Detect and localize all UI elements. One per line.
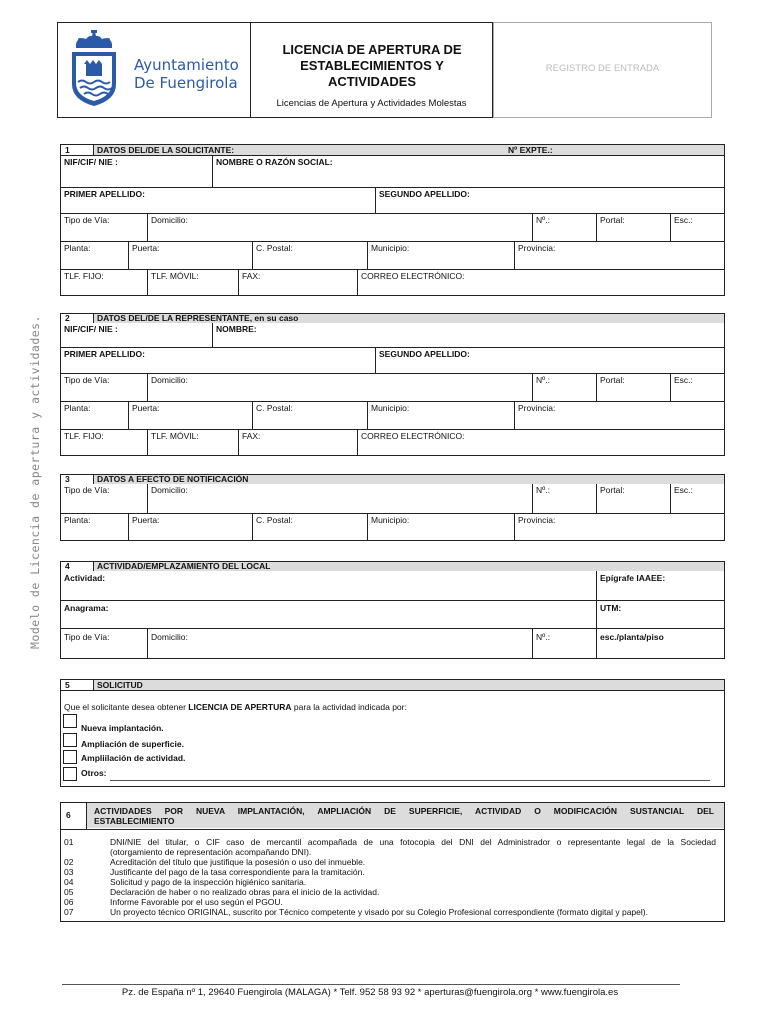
rep-domicilio-label: Domicilio: [151,375,188,385]
checkbox-ampliacion-actividad[interactable] [63,750,77,764]
checkbox-otros[interactable] [63,767,77,781]
act-tipo-via-label: Tipo de Vía: [64,632,110,642]
fuengirola-logo [68,30,120,108]
checkbox-ampliacion-superficie[interactable] [63,733,77,747]
doc-item-06-number: 06 [64,897,74,907]
rep-puerta-label: Puerta: [132,403,160,413]
doc-item-01-number: 01 [64,837,74,847]
section-6-title-line1: ACTIVIDADES POR NUEVA IMPLANTACIÓN, AMPLIACIÓN DE SUPERFICIE, ACTIVIDAD O MODIFICACIÓN SUSTANCIAL DEL [94,806,714,816]
solicitud-intro-bold: LICENCIA DE APERTURA [188,702,292,712]
rep-esc-label: Esc.: [674,375,693,385]
act-domicilio-label: Domicilio: [151,632,188,642]
doc-item-02-number: 02 [64,857,74,867]
rep-tlf-movil-label: TLF. MÓVIL: [151,431,199,441]
doc-item-02-text: Acreditación del título que justifique la posesión o uso del inmueble. [110,857,366,867]
form-subtitle: Licencias de Apertura y Actividades Molestas [276,98,467,109]
actividad-label: Actividad: [64,573,106,583]
not-planta-label: Planta: [64,515,91,525]
tlf-fijo-label: TLF. FIJO: [64,271,104,281]
section-5 [60,679,725,787]
option-otros: Otros: [81,768,107,778]
not-puerta-label: Puerta: [132,515,160,525]
section-6-title-line2: ESTABLECIMIENTO [94,816,175,826]
esc-planta-piso-label: esc./planta/piso [600,632,664,642]
puerta-label: Puerta: [132,243,160,253]
section-2-title: DATOS DEL/DE LA REPRESENTANTE, en su caso [97,313,299,323]
org-name-line2: De Fuengirola [134,74,238,92]
fax-label: FAX: [242,271,261,281]
doc-item-01-text: DNI/NIE del titular, o CIF caso de mercantil acompañada de una fotocopia del DNI del Administrador o representante legal de la Sociedad [110,837,716,847]
doc-item-01-text-2: (otorgamiento de representación acompañando DNI). [110,847,312,857]
side-vertical-text: Modelo de Licencia de apertura y actividades. [28,314,42,650]
section-5-title: SOLICITUD [97,680,143,690]
tlf-movil-label: TLF. MÓVIL: [151,271,199,281]
registro-label: REGISTRO DE ENTRADA [545,63,660,74]
rep-primer-apellido-label: PRIMER APELLIDO: [64,349,145,359]
rep-portal-label: Portal: [600,375,625,385]
doc-item-03-text: Justificante del pago de la tasa correspondiente para la tramitación. [110,867,365,877]
rep-municipio-label: Municipio: [371,403,410,413]
checkbox-nueva-implantacion[interactable] [63,714,77,728]
rep-fax-label: FAX: [242,431,261,441]
municipio-label: Municipio: [371,243,410,253]
form-title: LICENCIA DE APERTURA DE ESTABLECIMIENTOS Y ACTIVIDADES [282,42,462,89]
nif-label: NIF/CIF/ NIE : [64,157,118,167]
cpostal-label: C. Postal: [256,243,293,253]
planta-label: Planta: [64,243,91,253]
rep-nombre-label: NOMBRE: [216,324,257,334]
not-esc-label: Esc.: [674,485,693,495]
utm-label: UTM: [600,603,622,613]
portal-label: Portal: [600,215,625,225]
footer-rule [62,984,680,985]
solicitud-intro-post: para la actividad indicada por: [291,702,407,712]
domicilio-label: Domicilio: [151,215,188,225]
doc-item-07-text: Un proyecto técnico ORIGINAL, suscrito por Técnico competente y visado por su Colegio Profesional correspondiente (formato digital y papel). [110,907,648,917]
rep-correo-label: CORREO ELECTRÓNICO: [361,431,465,441]
doc-item-06-text: Informe Favorable por el uso según el PGOU. [110,897,283,907]
act-numero-label: Nº.: [536,632,550,642]
section-5-number: 5 [65,680,70,690]
anagrama-label: Anagrama: [64,603,109,613]
rep-tlf-fijo-label: TLF. FIJO: [64,431,104,441]
tipo-via-label: Tipo de Vía: [64,215,110,225]
org-name-line1: Ayuntamiento [134,56,239,74]
solicitud-intro [64,702,407,712]
doc-item-03-number: 03 [64,867,74,877]
segundo-apellido-label: SEGUNDO APELLIDO: [379,189,470,199]
not-domicilio-label: Domicilio: [151,485,188,495]
not-provincia-label: Provincia: [518,515,556,525]
numero-label: Nº.: [536,215,550,225]
nombre-label: NOMBRE O RAZÓN SOCIAL: [216,157,333,167]
doc-item-04-number: 04 [64,877,74,887]
expte-label: Nº EXPTE.: [508,145,553,155]
rep-nif-label: NIF/CIF/ NIE : [64,324,118,334]
esc-label: Esc.: [674,215,693,225]
section-4-title: ACTIVIDAD/EMPLAZAMIENTO DEL LOCAL [97,561,271,571]
rep-segundo-apellido-label: SEGUNDO APELLIDO: [379,349,470,359]
section-1-title: DATOS DEL/DE LA SOLICITANTE: [97,145,235,155]
rep-tipo-via-label: Tipo de Vía: [64,375,110,385]
primer-apellido-label: PRIMER APELLIDO: [64,189,145,199]
doc-item-05-text: Declaración de haber o no realizado obras para el inicio de la actividad. [110,887,380,897]
rep-planta-label: Planta: [64,403,91,413]
section-3-title: DATOS A EFECTO DE NOTIFICACIÓN [97,474,249,484]
not-municipio-label: Municipio: [371,515,410,525]
doc-item-04-text: Solicitud y pago de la inspección higiénico sanitaria. [110,877,307,887]
section-3-number: 3 [65,474,70,484]
section-4-number: 4 [65,561,70,571]
rep-provincia-label: Provincia: [518,403,556,413]
option-ampliacion-superficie: Ampliación de superficie. [81,739,184,749]
rep-cpostal-label: C. Postal: [256,403,293,413]
not-tipo-via-label: Tipo de Vía: [64,485,110,495]
epigrafe-label: Epígrafe IAAEE: [600,573,666,583]
not-cpostal-label: C. Postal: [256,515,293,525]
section-2-number: 2 [65,313,70,323]
section-6-number: 6 [66,810,71,820]
footer-contact: Pz. de España nº 1, 29640 Fuengirola (MALAGA) * Telf. 952 58 93 92 * aperturas@fuengirola.org * www.fuengirola.es [121,987,619,998]
section-1-number: 1 [65,145,70,155]
solicitud-intro-pre: Que el solicitante desea obtener [64,702,189,712]
correo-label: CORREO ELECTRÓNICO: [361,271,465,281]
coat-of-arms-icon [68,30,120,108]
provincia-label: Provincia: [518,243,556,253]
not-portal-label: Portal: [600,485,625,495]
otros-line [110,780,710,781]
rep-numero-label: Nº.: [536,375,550,385]
not-numero-label: Nº.: [536,485,550,495]
option-ampliacion-actividad: Ampliilación de actividad. [81,753,186,763]
option-nueva-implantacion: Nueva implantación. [81,723,164,733]
doc-item-07-number: 07 [64,907,74,917]
doc-item-05-number: 05 [64,887,74,897]
